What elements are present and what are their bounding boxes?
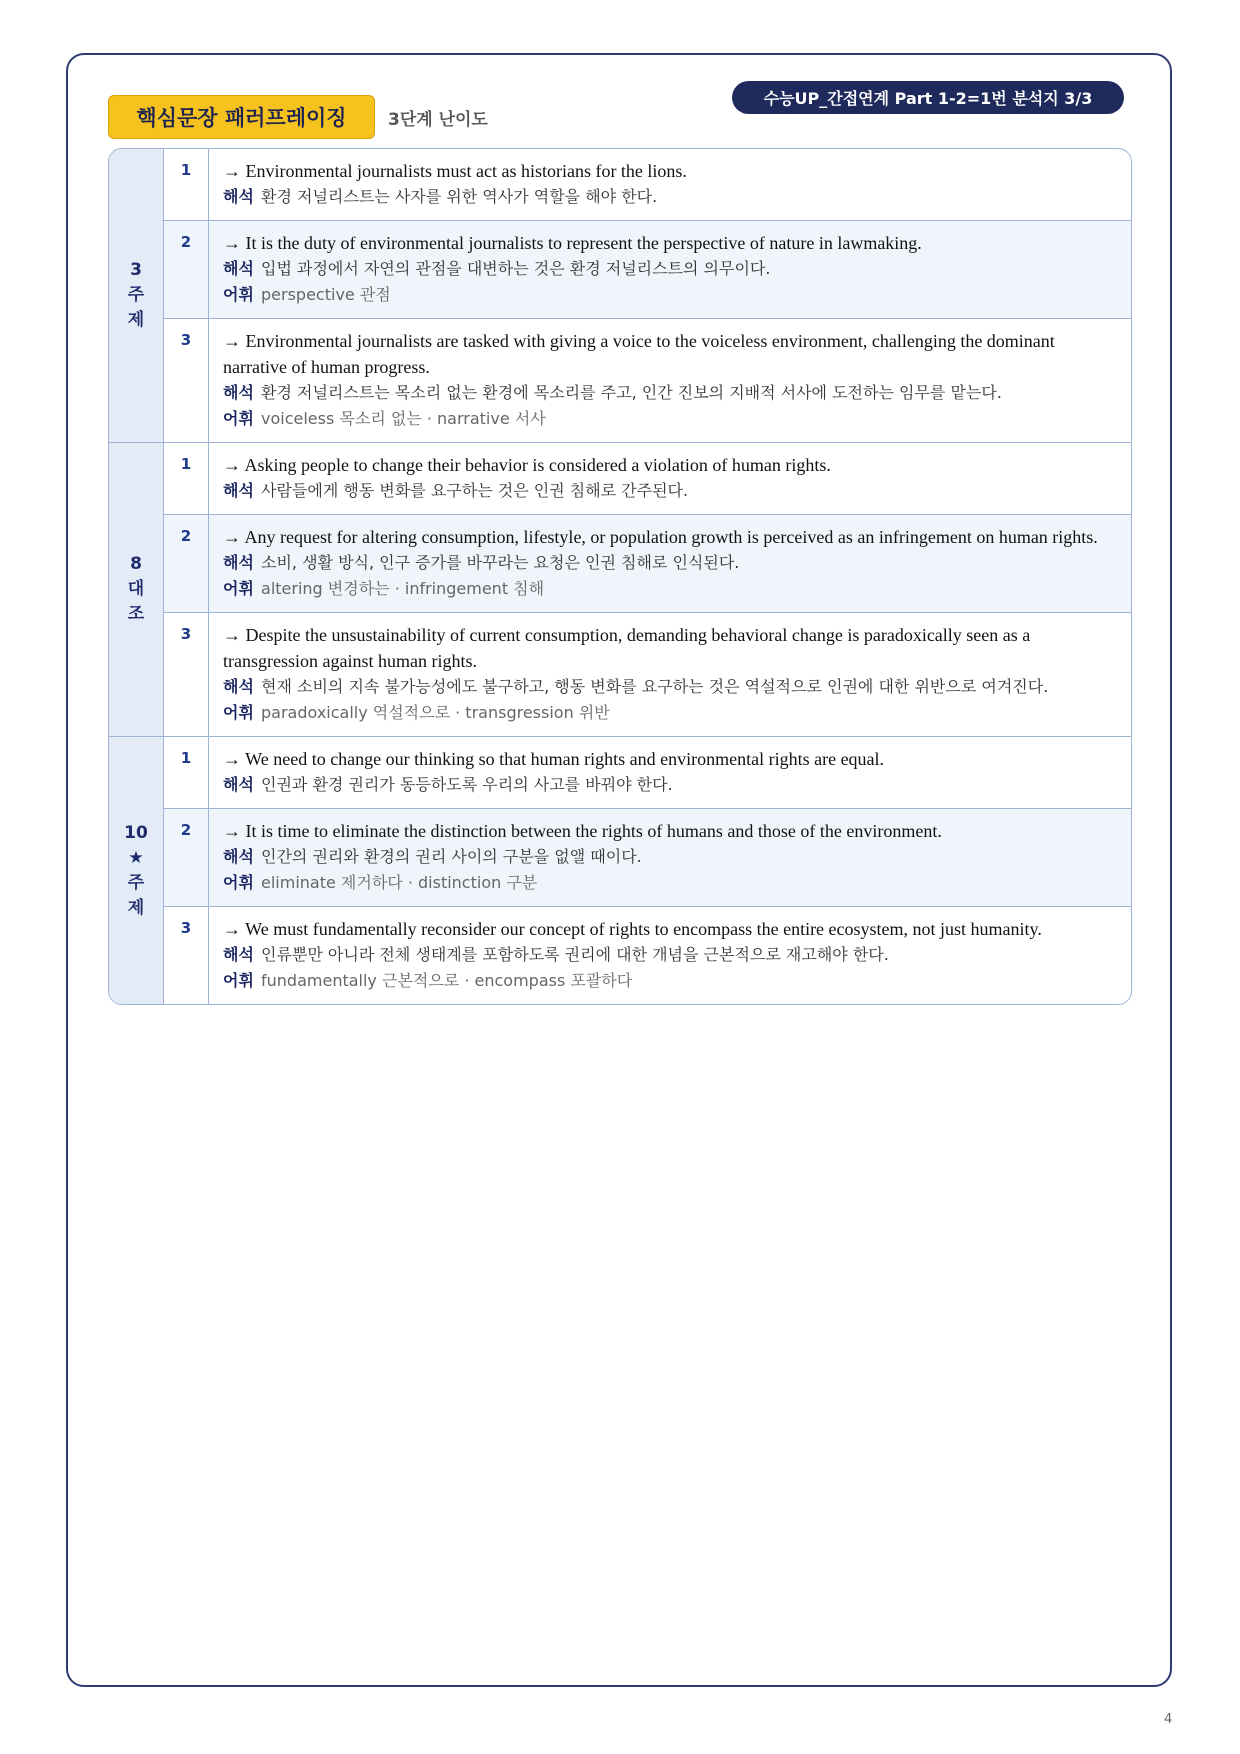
korean-translation: 현재 소비의 지속 불가능성에도 불구하고, 행동 변화를 요구하는 것은 역설적으로 인권에 대한 위반으로 여겨진다. — [261, 677, 1049, 696]
topic-group — [109, 149, 1131, 442]
translation-line — [223, 184, 1117, 210]
translation-line — [223, 380, 1117, 406]
translation-label: 해석 — [223, 259, 254, 278]
translation-label: 해석 — [223, 945, 254, 964]
english-sentence: → Environmental journalists must act as historians for the lions. — [223, 161, 687, 181]
korean-translation: 인권과 환경 권리가 동등하도록 우리의 사고를 바꿔야 한다. — [261, 775, 673, 794]
row-number: 2 — [164, 515, 209, 612]
vocab-words: paradoxically 역설적으로 · transgression 위반 — [261, 703, 610, 722]
translation-line — [223, 772, 1117, 798]
korean-translation: 입법 과정에서 자연의 관점을 대변하는 것은 환경 저널리스트의 의무이다. — [261, 259, 771, 278]
vocab-line — [223, 576, 1117, 602]
english-sentence: → It is time to eliminate the distinction between the rights of humans and those of the environment. — [223, 821, 942, 841]
vocab-words: voiceless 목소리 없는 · narrative 서사 — [261, 409, 546, 428]
english-sentence: → Despite the unsustainability of current consumption, demanding behavioral change is paradoxically seen as a transgression against human rights. — [223, 625, 1031, 671]
row-content — [209, 443, 1131, 514]
section-title: 핵심문장 패러프레이징 — [108, 95, 375, 139]
korean-translation: 소비, 생활 방식, 인구 증가를 바꾸라는 요청은 인권 침해로 인식된다. — [261, 553, 740, 572]
topic-group-label: 3 주 제 — [109, 149, 164, 442]
english-sentence: → We must fundamentally reconsider our concept of rights to encompass the entire ecosystem, not just humanity. — [223, 919, 1042, 939]
row-number: 3 — [164, 907, 209, 1004]
vocab-words: perspective 관점 — [261, 285, 391, 304]
row-number: 1 — [164, 149, 209, 220]
paraphrase-row — [164, 808, 1131, 906]
paraphrase-row — [164, 220, 1131, 318]
paraphrase-row — [164, 906, 1131, 1004]
row-number: 2 — [164, 809, 209, 906]
translation-label: 해석 — [223, 187, 254, 206]
row-content — [209, 907, 1131, 1004]
paraphrase-row — [164, 443, 1131, 514]
translation-label: 해석 — [223, 775, 254, 794]
vocab-words: altering 변경하는 · infringement 침해 — [261, 579, 545, 598]
topic-group-label: 10 ★ 주 제 — [109, 737, 164, 1004]
korean-translation: 사람들에게 행동 변화를 요구하는 것은 인권 침해로 간주된다. — [261, 481, 689, 500]
translation-line — [223, 478, 1117, 504]
vocab-line — [223, 282, 1117, 308]
row-content — [209, 515, 1131, 612]
vocab-label: 어휘 — [223, 579, 254, 598]
english-sentence: → Environmental journalists are tasked with giving a voice to the voiceless environment, challenging the dominant narrative of human progress. — [223, 331, 1055, 377]
topic-group — [109, 736, 1131, 1004]
translation-label: 해석 — [223, 677, 254, 696]
translation-line — [223, 550, 1117, 576]
english-sentence: → It is the duty of environmental journalists to represent the perspective of nature in lawmaking. — [223, 233, 922, 253]
row-content — [209, 221, 1131, 318]
translation-line — [223, 942, 1117, 968]
vocab-label: 어휘 — [223, 409, 254, 428]
topic-group — [109, 442, 1131, 736]
vocab-label: 어휘 — [223, 873, 254, 892]
vocab-words: fundamentally 근본적으로 · encompass 포괄하다 — [261, 971, 633, 990]
paraphrase-row — [164, 514, 1131, 612]
english-sentence: → We need to change our thinking so that human rights and environmental rights are equal. — [223, 749, 885, 769]
vocab-line — [223, 968, 1117, 994]
vocab-label: 어휘 — [223, 703, 254, 722]
paraphrase-row — [164, 149, 1131, 220]
vocab-words: eliminate 제거하다 · distinction 구분 — [261, 873, 538, 892]
translation-label: 해석 — [223, 553, 254, 572]
translation-label: 해석 — [223, 383, 254, 402]
translation-label: 해석 — [223, 481, 254, 500]
row-number: 3 — [164, 319, 209, 442]
vocab-line — [223, 406, 1117, 432]
english-sentence: → Any request for altering consumption, lifestyle, or population growth is perceived as an infringement on human rights. — [223, 527, 1098, 547]
row-content — [209, 613, 1131, 736]
translation-line — [223, 256, 1117, 282]
row-content — [209, 319, 1131, 442]
row-content — [209, 737, 1131, 808]
row-number: 3 — [164, 613, 209, 736]
translation-label: 해석 — [223, 847, 254, 866]
vocab-line — [223, 870, 1117, 896]
translation-line — [223, 844, 1117, 870]
korean-translation: 환경 저널리스트는 사자를 위한 역사가 역할을 해야 한다. — [261, 187, 658, 206]
topic-group-label: 8 대 조 — [109, 443, 164, 736]
vocab-line — [223, 700, 1117, 726]
page-number: 4 — [1164, 1712, 1173, 1727]
paraphrase-row — [164, 737, 1131, 808]
difficulty-label: 3단계 난이도 — [388, 110, 488, 130]
paraphrase-row — [164, 612, 1131, 736]
vocab-label: 어휘 — [223, 971, 254, 990]
korean-translation: 환경 저널리스트는 목소리 없는 환경에 목소리를 주고, 인간 진보의 지배적 서사에 도전하는 임무를 맡는다. — [261, 383, 1002, 402]
korean-translation: 인류뿐만 아니라 전체 생태계를 포함하도록 권리에 대한 개념을 근본적으로 재고해야 한다. — [261, 945, 889, 964]
korean-translation: 인간의 권리와 환경의 권리 사이의 구분을 없앨 때이다. — [261, 847, 642, 866]
row-content — [209, 149, 1131, 220]
row-number: 1 — [164, 737, 209, 808]
document-tag: 수능UP_간접연계 Part 1-2=1번 분석지 3/3 — [732, 81, 1124, 114]
row-content — [209, 809, 1131, 906]
translation-line — [223, 674, 1117, 700]
paraphrase-row — [164, 318, 1131, 442]
vocab-label: 어휘 — [223, 285, 254, 304]
paraphrase-table — [108, 148, 1132, 1005]
row-number: 2 — [164, 221, 209, 318]
english-sentence: → Asking people to change their behavior is considered a violation of human rights. — [223, 455, 831, 475]
row-number: 1 — [164, 443, 209, 514]
